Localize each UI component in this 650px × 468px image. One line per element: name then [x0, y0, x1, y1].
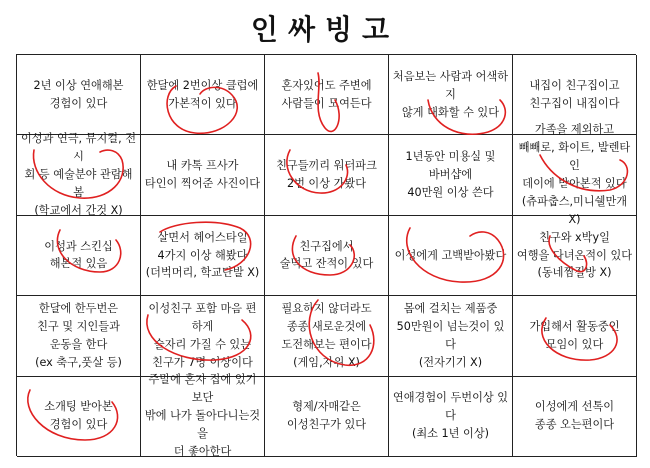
- bingo-cell: 1년동안 미용실 및 바버샵에 40만원 이상 쓴다: [389, 135, 513, 215]
- bingo-cell: 이성과 스킨십 해본적 있음: [17, 216, 141, 296]
- bingo-cell: 가입해서 활동중인 모임이 있다: [513, 296, 637, 376]
- bingo-cell: 몸에 걸치는 제품중 50만원이 넘는것이 있다 (전자기기 X): [389, 296, 513, 376]
- bingo-cell: 소개팅 받아본 경험이 있다: [17, 377, 141, 457]
- bingo-cell: 친구와 x박y일 여행을 다녀온적이 있다 (동네찜질방 X): [513, 216, 637, 296]
- bingo-cell: 이성친구 포함 마음 편하게 술자리 가질 수 있는 친구가 7명 이상이다: [141, 296, 265, 376]
- bingo-cell: 혼자있어도 주변에 사람들이 모여든다: [265, 55, 389, 135]
- bingo-cell: 한달에 한두번은 친구 및 지인들과 운동을 한다 (ex 축구,풋살 등): [17, 296, 141, 376]
- bingo-cell: 친구들끼리 워터파크 2번 이상 가봤다: [265, 135, 389, 215]
- bingo-grid: [16, 54, 636, 459]
- bingo-cell: 형제/자매같은 이성친구가 있다: [265, 377, 389, 457]
- bingo-cell: 가족을 제외하고 빼빼로, 화이트, 발렌타인 데이에 받아본적 있다 (츄파춥스,미니쉘만개 X): [513, 135, 637, 215]
- bingo-cell: 2년 이상 연애해본 경험이 있다: [17, 55, 141, 135]
- bingo-cell: 이성에게 선톡이 종종 오는편이다: [513, 377, 637, 457]
- bingo-cell: 이성과 연극, 뮤지컬, 전시 회 등 예술분야 관람해봄 (학교에서 간것 X): [17, 135, 141, 215]
- bingo-cell: 주말에 혼자 집에 있기보단 밖에 나가 돌아다니는것을 더 좋아한다: [141, 377, 265, 457]
- bingo-cell: 친구집에서 술먹고 잔적이 있다: [265, 216, 389, 296]
- bingo-cell: 내 카톡 프사가 타인이 찍어준 사진이다: [141, 135, 265, 215]
- bingo-cell: 처음보는 사람과 어색하지 않게 대화할 수 있다: [389, 55, 513, 135]
- page-title: 인싸빙고: [250, 13, 400, 46]
- bingo-cell: 연애경험이 두번이상 있다 (최소 1년 이상): [389, 377, 513, 457]
- bingo-cell: 살면서 헤어스타일 4가지 이상 해봤다 (더벅머리, 학교단발 X): [141, 216, 265, 296]
- bingo-cell: 이성에게 고백받아봤다: [389, 216, 513, 296]
- bingo-cell: 필요하지 않더라도 종종 새로운것에 도전해보는 편이다 (게임,자위 X): [265, 296, 389, 376]
- bingo-cell: 한달에 2번이상 클럽에 가본적이 있다: [141, 55, 265, 135]
- bingo-cell: 내집이 친구집이고 친구집이 내집이다: [513, 55, 637, 135]
